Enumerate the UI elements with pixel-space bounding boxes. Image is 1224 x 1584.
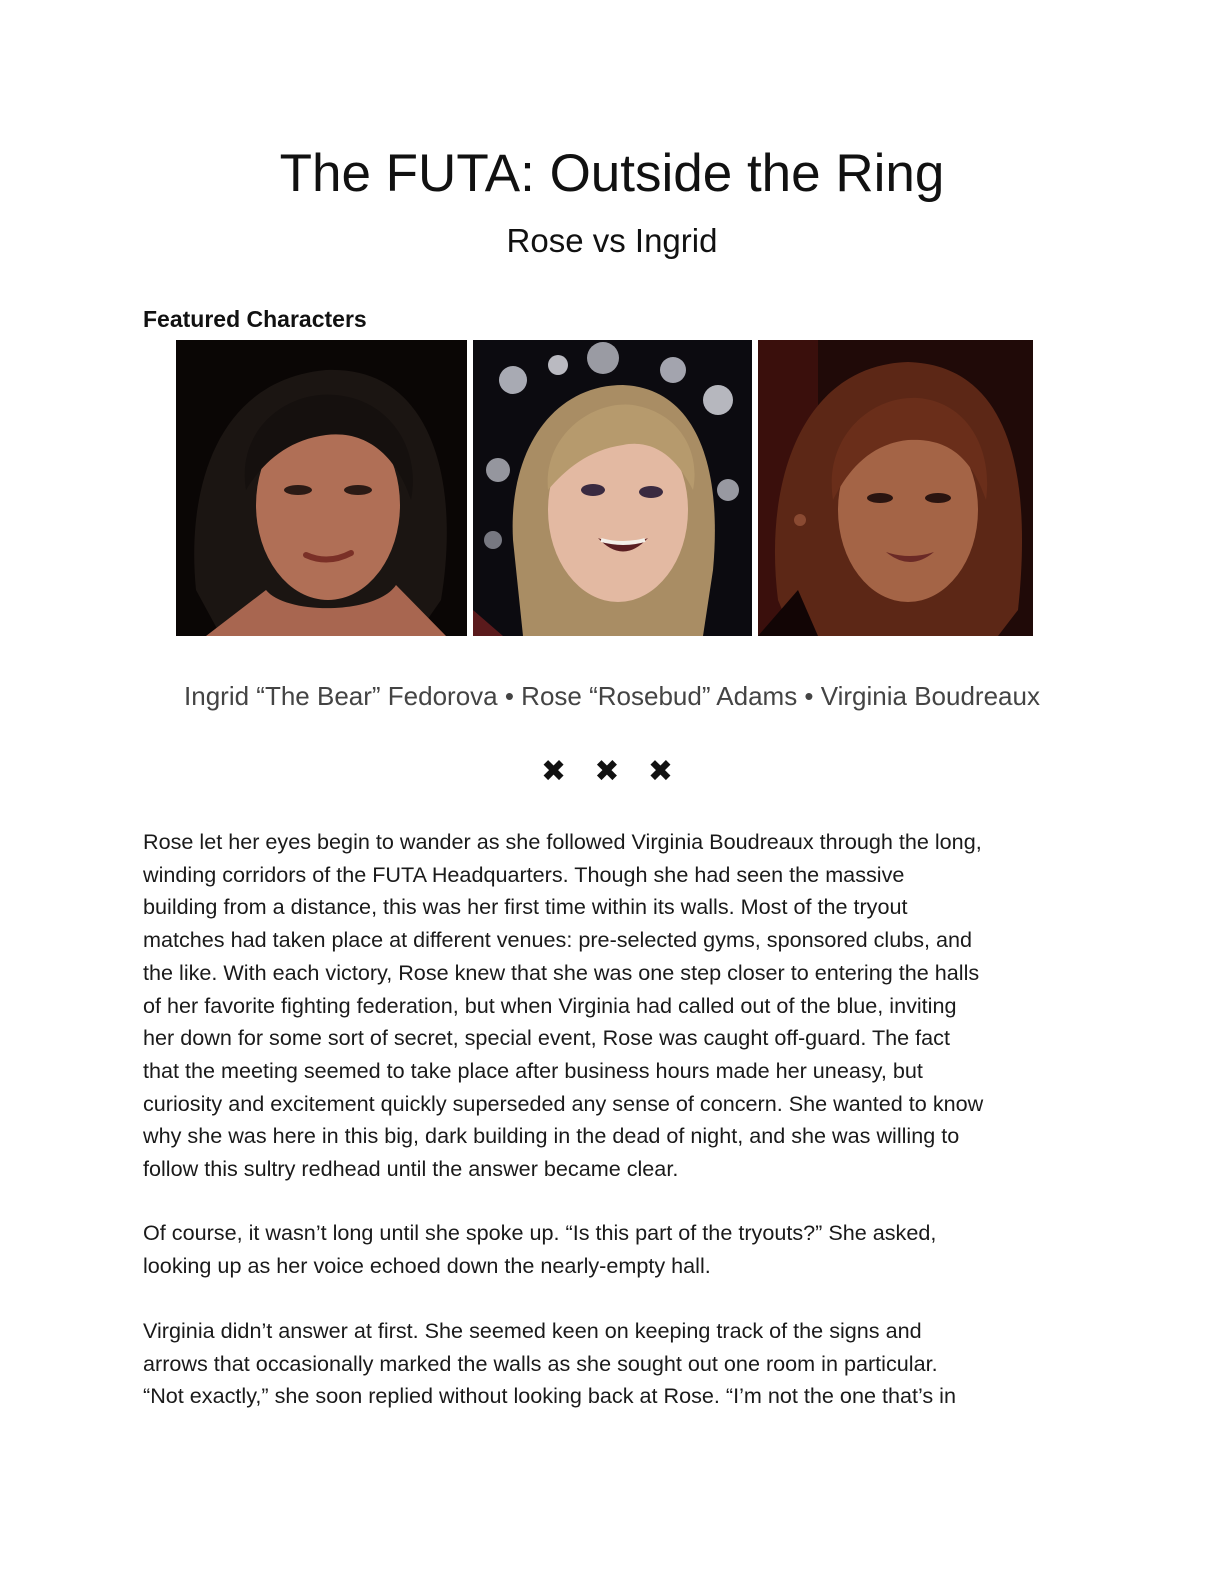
text-line: looking up as her voice echoed down the nearly-empty hall. — [143, 1252, 711, 1278]
portrait-rose — [473, 340, 752, 636]
featured-characters-heading: Featured Characters — [143, 306, 367, 332]
paragraph-3 — [143, 1315, 1103, 1413]
portrait-rose-image — [473, 340, 752, 636]
text-line: arrows that occasionally marked the walls as she sought out one room in particular. — [143, 1350, 938, 1376]
text-line: Virginia didn’t answer at first. She seemed keen on keeping track of the signs and — [143, 1318, 922, 1343]
section-divider: ✖ ✖ ✖ — [540, 755, 684, 788]
text-line: of her favorite fighting federation, but when Virginia had called out of the blue, inviting — [143, 992, 957, 1018]
text-line: building from a distance, this was her first time within its walls. Most of the tryout — [143, 894, 908, 920]
text-line: follow this sultry redhead until the answer became clear. — [143, 1156, 679, 1182]
document-title: The FUTA: Outside the Ring — [279, 144, 945, 203]
paragraph-2 — [143, 1217, 1103, 1282]
text-line: Of course, it wasn’t long until she spoke up. “Is this part of the tryouts?” She asked, — [143, 1220, 937, 1245]
document-subtitle: Rose vs Ingrid — [506, 222, 718, 259]
paragraph-1 — [143, 826, 1103, 1186]
text-line: that the meeting seemed to take place after business hours made her uneasy, but — [143, 1057, 923, 1083]
portrait-virginia-image — [758, 340, 1033, 636]
text-line: matches had taken place at different venues: pre-selected gyms, sponsored clubs, and — [143, 927, 973, 953]
text-line: Rose let her eyes begin to wander as she followed Virginia Boudreaux through the long, — [143, 829, 982, 854]
text-line: why she was here in this big, dark building in the dead of night, and she was willing to — [143, 1123, 960, 1149]
characters-caption: Ingrid “The Bear” Fedorova • Rose “Rosebud” Adams • Virginia Boudreaux — [184, 681, 1040, 711]
portrait-virginia — [758, 340, 1033, 636]
text-line: curiosity and excitement quickly superseded any sense of concern. She wanted to know — [143, 1090, 984, 1116]
portrait-ingrid — [176, 340, 467, 636]
text-line: her down for some sort of secret, special event, Rose was caught off-guard. The fact — [143, 1025, 950, 1051]
text-line: winding corridors of the FUTA Headquarters. Though she had seen the massive — [143, 861, 905, 887]
portrait-ingrid-image — [176, 340, 467, 636]
text-line: the like. With each victory, Rose knew that she was one step closer to entering the halls — [143, 959, 980, 985]
text-line: “Not exactly,” she soon replied without looking back at Rose. “I’m not the one that’s in — [143, 1383, 956, 1409]
